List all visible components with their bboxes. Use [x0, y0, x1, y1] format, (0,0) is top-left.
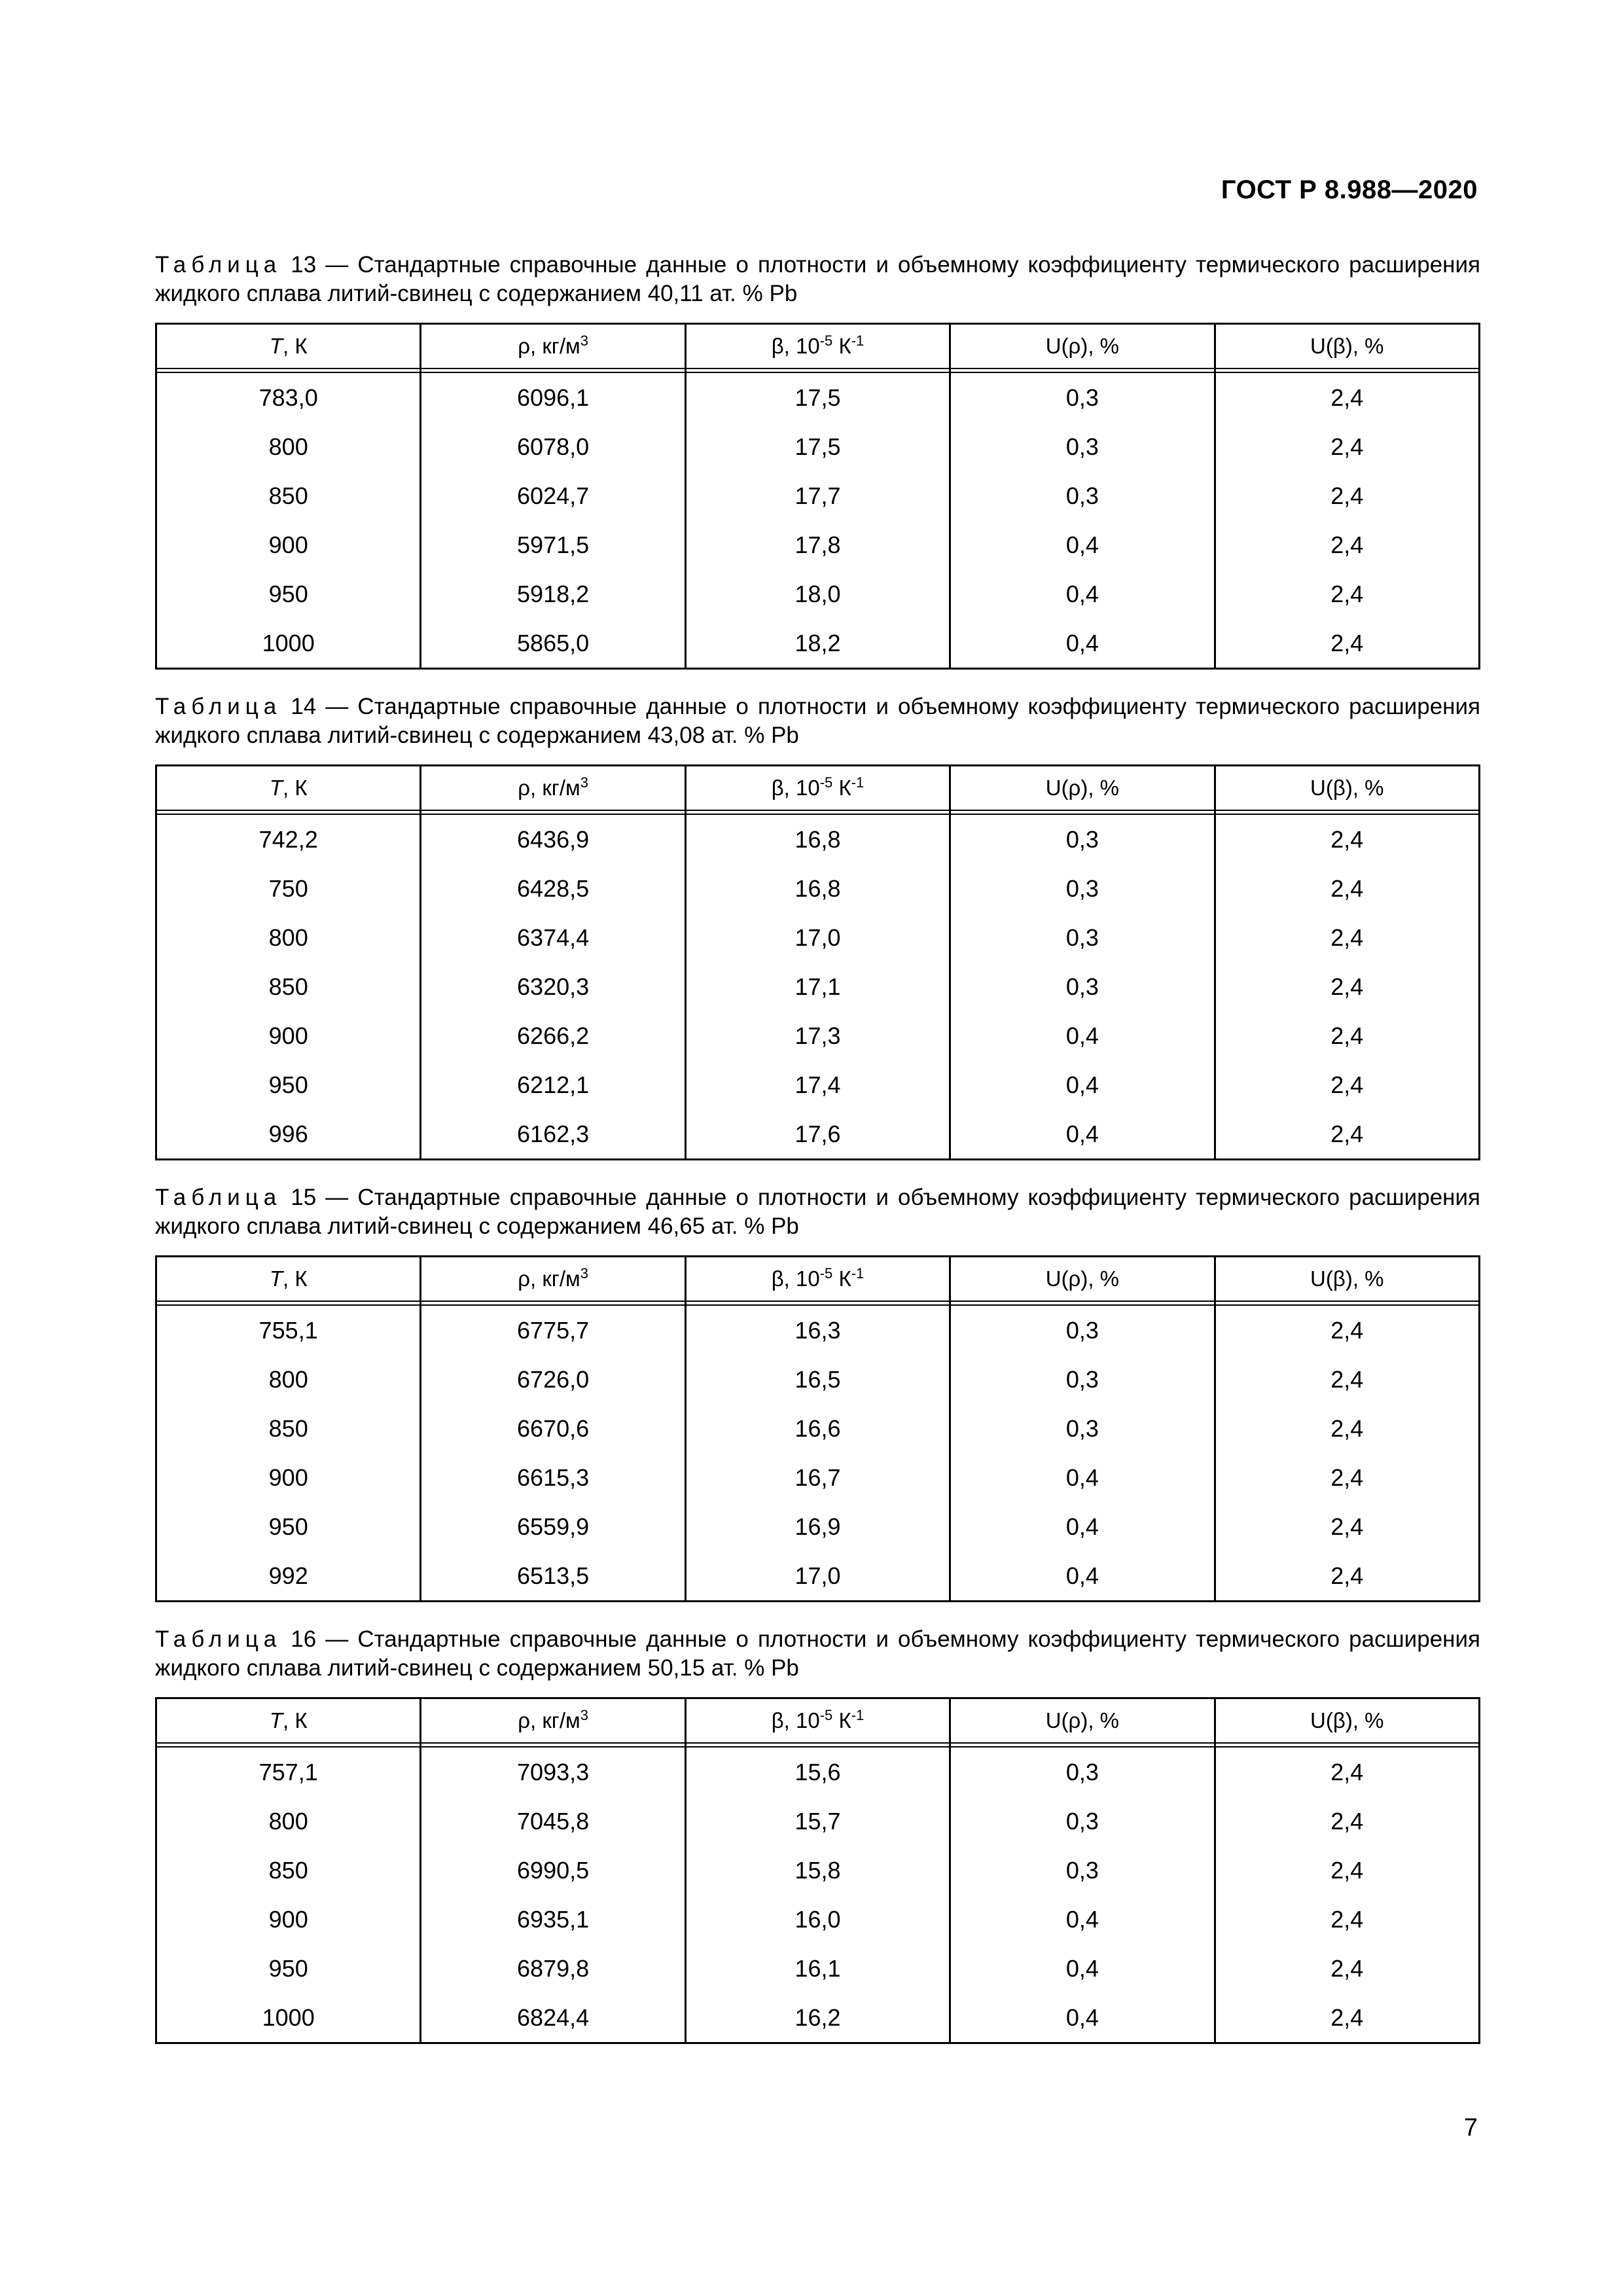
cell-uncertainty-density: 0,4 [950, 1944, 1215, 1993]
table-16-block [155, 1625, 1480, 2044]
table-row [156, 1060, 1480, 1109]
table-row [156, 864, 1480, 913]
cell-uncertainty-density: 0,3 [950, 1846, 1215, 1895]
cell-density: 5865,0 [421, 619, 685, 669]
cell-temperature: 800 [156, 422, 421, 471]
cell-uncertainty-density: 0,3 [950, 372, 1215, 422]
cell-expansion-coefficient: 17,5 [685, 422, 950, 471]
table-label: Таблица [155, 1185, 282, 1210]
table-row [156, 1453, 1480, 1502]
cell-density: 6162,3 [421, 1109, 685, 1160]
table-row [156, 471, 1480, 520]
cell-expansion-coefficient: 17,5 [685, 372, 950, 422]
table-row [156, 1895, 1480, 1944]
table-row [156, 1404, 1480, 1453]
cell-density: 6096,1 [421, 372, 685, 422]
col-header-density: ρ, $кг/м^3$ [421, 1257, 685, 1302]
col-header-density: ρ, $кг/м^3$ [421, 1698, 685, 1744]
cell-uncertainty-density: 0,3 [950, 422, 1215, 471]
table-row [156, 569, 1480, 619]
cell-temperature: 900 [156, 1895, 421, 1944]
cell-uncertainty-density: 0,3 [950, 1747, 1215, 1797]
cell-uncertainty-density: 0,4 [950, 1993, 1215, 2043]
table-row [156, 1305, 1480, 1355]
cell-uncertainty-density: 0,3 [950, 962, 1215, 1011]
table-row [156, 1846, 1480, 1895]
cell-temperature: 992 [156, 1551, 421, 1602]
cell-expansion-coefficient: 16,0 [685, 1895, 950, 1944]
table-label: Таблица [155, 694, 282, 719]
cell-temperature: 742,2 [156, 814, 421, 864]
cell-uncertainty-expansion: 2,4 [1215, 1846, 1479, 1895]
data-table [155, 323, 1480, 670]
cell-expansion-coefficient: 17,0 [685, 913, 950, 962]
table-title: — Стандартные справочные данные о плотности и объемному коэффициенту термического расширения жидкого сплава литий-свинец с содержанием 46,65 ат. % Pb [155, 1185, 1480, 1239]
cell-density: 6935,1 [421, 1895, 685, 1944]
cell-density: 6436,9 [421, 814, 685, 864]
cell-expansion-coefficient: 16,6 [685, 1404, 950, 1453]
col-header-expansion-coefficient: β, $10^{-5}$ $К^{-1}$ [685, 766, 950, 811]
cell-uncertainty-expansion: 2,4 [1215, 1551, 1479, 1602]
cell-uncertainty-density: 0,3 [950, 814, 1215, 864]
cell-uncertainty-expansion: 2,4 [1215, 864, 1479, 913]
table-14-block [155, 692, 1480, 1160]
cell-temperature: 950 [156, 1944, 421, 1993]
cell-density: 5971,5 [421, 520, 685, 569]
cell-uncertainty-density: 0,4 [950, 1060, 1215, 1109]
cell-uncertainty-expansion: 2,4 [1215, 569, 1479, 619]
cell-uncertainty-expansion: 2,4 [1215, 1011, 1479, 1060]
cell-uncertainty-density: 0,3 [950, 913, 1215, 962]
cell-uncertainty-expansion: 2,4 [1215, 962, 1479, 1011]
cell-expansion-coefficient: 17,7 [685, 471, 950, 520]
col-header-density: ρ, $кг/м^3$ [421, 766, 685, 811]
cell-expansion-coefficient: 16,1 [685, 1944, 950, 1993]
cell-expansion-coefficient: 16,7 [685, 1453, 950, 1502]
col-header-uncertainty-expansion: U(β), % [1215, 766, 1479, 811]
table-row [156, 814, 1480, 864]
cell-uncertainty-density: 0,3 [950, 1797, 1215, 1846]
cell-uncertainty-density: 0,3 [950, 471, 1215, 520]
cell-temperature: 950 [156, 569, 421, 619]
cell-density: 7045,8 [421, 1797, 685, 1846]
cell-density: 6374,4 [421, 913, 685, 962]
table-number: 14 [291, 694, 317, 719]
cell-uncertainty-density: 0,4 [950, 569, 1215, 619]
cell-expansion-coefficient: 17,1 [685, 962, 950, 1011]
cell-expansion-coefficient: 17,3 [685, 1011, 950, 1060]
cell-uncertainty-expansion: 2,4 [1215, 913, 1479, 962]
table-label: Таблица [155, 252, 282, 278]
cell-density: 7093,3 [421, 1747, 685, 1797]
cell-expansion-coefficient: 15,7 [685, 1797, 950, 1846]
cell-density: 6615,3 [421, 1453, 685, 1502]
cell-uncertainty-expansion: 2,4 [1215, 1502, 1479, 1551]
cell-uncertainty-density: 0,4 [950, 1895, 1215, 1944]
cell-temperature: 757,1 [156, 1747, 421, 1797]
cell-density: 6078,0 [421, 422, 685, 471]
cell-expansion-coefficient: 17,8 [685, 520, 950, 569]
table-row [156, 372, 1480, 422]
col-header-expansion-coefficient: β, $10^{-5}$ $К^{-1}$ [685, 324, 950, 369]
cell-density: 6879,8 [421, 1944, 685, 1993]
table-row [156, 520, 1480, 569]
data-table [155, 1255, 1480, 1602]
col-header-expansion-coefficient: β, $10^{-5}$ $К^{-1}$ [685, 1698, 950, 1744]
cell-uncertainty-expansion: 2,4 [1215, 1109, 1479, 1160]
cell-temperature: 800 [156, 1797, 421, 1846]
cell-expansion-coefficient: 18,0 [685, 569, 950, 619]
col-header-temperature: T, К [156, 1257, 421, 1302]
table-row [156, 1747, 1480, 1797]
page-number: 7 [1463, 2114, 1478, 2142]
cell-uncertainty-density: 0,4 [950, 1011, 1215, 1060]
cell-temperature: 755,1 [156, 1305, 421, 1355]
table-row [156, 1355, 1480, 1404]
table-caption [155, 251, 1480, 308]
cell-temperature: 950 [156, 1502, 421, 1551]
cell-density: 6320,3 [421, 962, 685, 1011]
cell-uncertainty-density: 0,4 [950, 619, 1215, 669]
cell-uncertainty-density: 0,3 [950, 864, 1215, 913]
cell-uncertainty-density: 0,4 [950, 1453, 1215, 1502]
table-title: — Стандартные справочные данные о плотности и объемному коэффициенту термического расширения жидкого сплава литий-свинец с содержанием 40,11 ат. % Pb [155, 252, 1480, 306]
table-caption [155, 692, 1480, 750]
cell-uncertainty-expansion: 2,4 [1215, 1404, 1479, 1453]
document-code: ГОСТ Р 8.988—2020 [1221, 175, 1478, 204]
cell-expansion-coefficient: 16,2 [685, 1993, 950, 2043]
col-header-temperature: T, К [156, 766, 421, 811]
cell-density: 6266,2 [421, 1011, 685, 1060]
cell-density: 6670,6 [421, 1404, 685, 1453]
cell-uncertainty-density: 0,4 [950, 1502, 1215, 1551]
cell-uncertainty-density: 0,3 [950, 1355, 1215, 1404]
cell-temperature: 850 [156, 1846, 421, 1895]
cell-expansion-coefficient: 17,0 [685, 1551, 950, 1602]
table-caption [155, 1183, 1480, 1241]
table-row [156, 1011, 1480, 1060]
cell-uncertainty-expansion: 2,4 [1215, 1944, 1479, 1993]
col-header-density: ρ, $кг/м^3$ [421, 324, 685, 369]
cell-uncertainty-expansion: 2,4 [1215, 1355, 1479, 1404]
cell-temperature: 750 [156, 864, 421, 913]
table-15-block [155, 1183, 1480, 1602]
table-row [156, 962, 1480, 1011]
table-number: 15 [291, 1185, 317, 1210]
cell-uncertainty-density: 0,3 [950, 1404, 1215, 1453]
cell-density: 6212,1 [421, 1060, 685, 1109]
table-13-block [155, 251, 1480, 670]
cell-expansion-coefficient: 15,6 [685, 1747, 950, 1797]
col-header-expansion-coefficient: β, $10^{-5}$ $К^{-1}$ [685, 1257, 950, 1302]
col-header-uncertainty-expansion: U(β), % [1215, 1257, 1479, 1302]
cell-uncertainty-density: 0,4 [950, 520, 1215, 569]
col-header-uncertainty-expansion: U(β), % [1215, 1698, 1479, 1744]
cell-density: 6824,4 [421, 1993, 685, 2043]
cell-expansion-coefficient: 17,4 [685, 1060, 950, 1109]
col-header-uncertainty-density: U(ρ), % [950, 1698, 1215, 1744]
cell-temperature: 800 [156, 1355, 421, 1404]
cell-uncertainty-expansion: 2,4 [1215, 520, 1479, 569]
cell-expansion-coefficient: 16,3 [685, 1305, 950, 1355]
cell-uncertainty-expansion: 2,4 [1215, 619, 1479, 669]
cell-uncertainty-expansion: 2,4 [1215, 372, 1479, 422]
cell-uncertainty-density: 0,4 [950, 1551, 1215, 1602]
cell-temperature: 783,0 [156, 372, 421, 422]
cell-uncertainty-expansion: 2,4 [1215, 1747, 1479, 1797]
cell-uncertainty-expansion: 2,4 [1215, 1305, 1479, 1355]
col-header-uncertainty-density: U(ρ), % [950, 766, 1215, 811]
cell-temperature: 800 [156, 913, 421, 962]
table-number: 16 [291, 1626, 317, 1652]
cell-density: 6726,0 [421, 1355, 685, 1404]
cell-expansion-coefficient: 15,8 [685, 1846, 950, 1895]
col-header-temperature: T, К [156, 1698, 421, 1744]
table-number: 13 [291, 252, 317, 278]
cell-density: 5918,2 [421, 569, 685, 619]
cell-uncertainty-expansion: 2,4 [1215, 814, 1479, 864]
cell-density: 6559,9 [421, 1502, 685, 1551]
cell-temperature: 1000 [156, 1993, 421, 2043]
table-row [156, 1502, 1480, 1551]
data-table [155, 764, 1480, 1160]
table-row [156, 1797, 1480, 1846]
cell-expansion-coefficient: 17,6 [685, 1109, 950, 1160]
cell-expansion-coefficient: 16,8 [685, 864, 950, 913]
cell-temperature: 950 [156, 1060, 421, 1109]
cell-uncertainty-expansion: 2,4 [1215, 1895, 1479, 1944]
cell-expansion-coefficient: 16,5 [685, 1355, 950, 1404]
cell-uncertainty-expansion: 2,4 [1215, 1453, 1479, 1502]
cell-density: 6428,5 [421, 864, 685, 913]
data-table [155, 1697, 1480, 2044]
cell-temperature: 850 [156, 962, 421, 1011]
cell-uncertainty-expansion: 2,4 [1215, 471, 1479, 520]
table-title: — Стандартные справочные данные о плотности и объемному коэффициенту термического расширения жидкого сплава литий-свинец с содержанием 50,15 ат. % Pb [155, 1626, 1480, 1681]
cell-temperature: 850 [156, 471, 421, 520]
cell-density: 6513,5 [421, 1551, 685, 1602]
table-row [156, 1944, 1480, 1993]
col-header-uncertainty-density: U(ρ), % [950, 1257, 1215, 1302]
cell-temperature: 900 [156, 1453, 421, 1502]
cell-uncertainty-expansion: 2,4 [1215, 1060, 1479, 1109]
table-row [156, 1551, 1480, 1602]
cell-density: 6775,7 [421, 1305, 685, 1355]
col-header-uncertainty-density: U(ρ), % [950, 324, 1215, 369]
table-row [156, 1993, 1480, 2043]
cell-uncertainty-density: 0,4 [950, 1109, 1215, 1160]
cell-temperature: 900 [156, 1011, 421, 1060]
cell-temperature: 900 [156, 520, 421, 569]
cell-uncertainty-expansion: 2,4 [1215, 1993, 1479, 2043]
table-row [156, 913, 1480, 962]
col-header-temperature: T, К [156, 324, 421, 369]
cell-uncertainty-expansion: 2,4 [1215, 1797, 1479, 1846]
table-title: — Стандартные справочные данные о плотности и объемному коэффициенту термического расширения жидкого сплава литий-свинец с содержанием 43,08 ат. % Pb [155, 694, 1480, 748]
table-row [156, 619, 1480, 669]
cell-temperature: 996 [156, 1109, 421, 1160]
cell-uncertainty-density: 0,3 [950, 1305, 1215, 1355]
table-row [156, 422, 1480, 471]
table-caption [155, 1625, 1480, 1683]
table-label: Таблица [155, 1626, 282, 1652]
cell-density: 6990,5 [421, 1846, 685, 1895]
cell-uncertainty-expansion: 2,4 [1215, 422, 1479, 471]
col-header-uncertainty-expansion: U(β), % [1215, 324, 1479, 369]
cell-expansion-coefficient: 16,9 [685, 1502, 950, 1551]
table-row [156, 1109, 1480, 1160]
cell-temperature: 1000 [156, 619, 421, 669]
cell-temperature: 850 [156, 1404, 421, 1453]
cell-density: 6024,7 [421, 471, 685, 520]
cell-expansion-coefficient: 18,2 [685, 619, 950, 669]
cell-expansion-coefficient: 16,8 [685, 814, 950, 864]
